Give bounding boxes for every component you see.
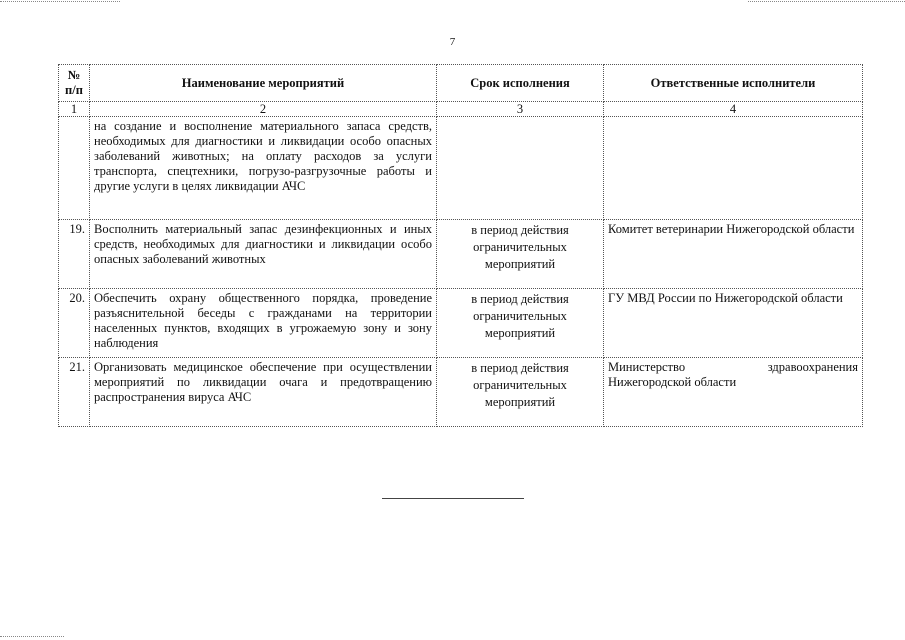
row-deadline: в период действия ограничительных мероприятий [437,220,604,289]
row-num [59,117,90,220]
row-num: 21. [59,358,90,427]
row-num: 19. [59,220,90,289]
table-header-row [59,65,863,102]
row-deadline: в период действия ограничительных мероприятий [437,358,604,427]
end-separator-line [382,498,524,499]
header-num: № п/п [59,65,90,102]
row-responsible: ГУ МВД России по Нижегородской области [604,289,863,358]
header-action: Наименование мероприятий [90,65,437,102]
row-deadline [437,117,604,220]
table-row [59,220,863,289]
row-responsible: Министерство здравоохранения Нижегородской области [604,358,863,427]
measures-table [58,64,863,427]
row-responsible [604,117,863,220]
header-responsible: Ответственные исполнители [604,65,863,102]
scan-edge-bottom-left [0,636,64,637]
header-deadline: Срок исполнения [437,65,604,102]
row-action: Восполнить материальный запас дезинфекционных и иных средств, необходимых для диагностики и ликвидации особо опасных заболеваний животных [90,220,437,289]
row-action: Организовать медицинское обеспечение при осуществлении мероприятий по ликвидации очага и предотвращению распространения вируса АЧС [90,358,437,427]
row-action: на создание и восполнение материального запаса средств, необходимых для диагностики и ликвидации особо опасных заболеваний животных; на оплату расходов за услуги транспорта, спецтехники, погрузо-разгрузочные работы и другие услуги в целях ликвидации АЧС [90,117,437,220]
row-responsible: Комитет ветеринарии Нижегородской области [604,220,863,289]
column-number: 4 [604,102,863,117]
table-row [59,358,863,427]
row-deadline: в период действия ограничительных мероприятий [437,289,604,358]
column-number: 3 [437,102,604,117]
table-row [59,289,863,358]
table-row [59,117,863,220]
scan-edge-top-left [0,1,120,2]
column-numbers-row [59,102,863,117]
page-number: 7 [449,36,456,48]
column-number: 1 [59,102,90,117]
column-number: 2 [90,102,437,117]
row-action: Обеспечить охрану общественного порядка, проведение разъяснительной беседы с гражданами на территории населенных пунктов, входящих в угрожаемую зону и зону наблюдения [90,289,437,358]
scan-edge-top-right [748,1,905,2]
row-num: 20. [59,289,90,358]
